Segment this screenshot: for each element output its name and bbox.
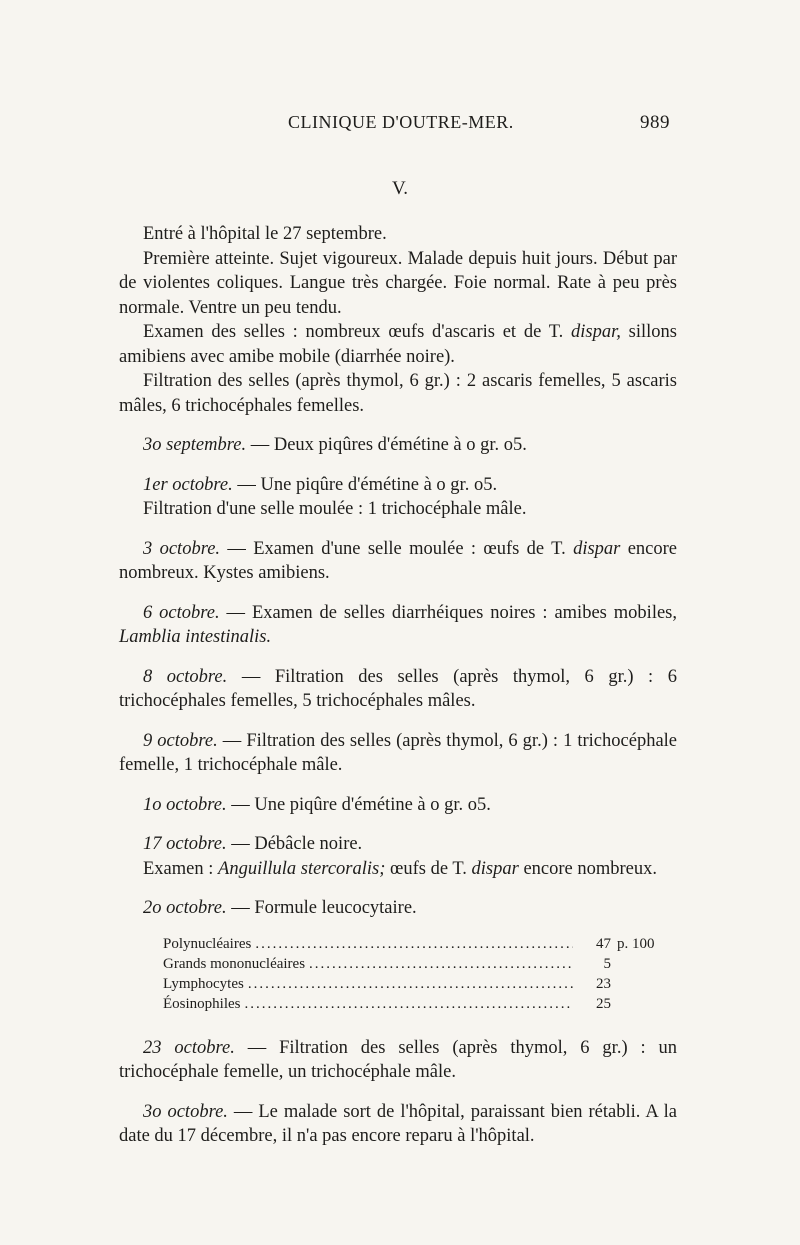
entry-oct-6: 6 octobre. — Examen de selles diarrhéiques noires : amibes mobiles, Lamblia intestinalis. [119,602,677,647]
leader-dots [255,934,573,954]
formula-value: 47 [596,935,611,952]
formula-label: Lymphocytes [163,975,244,992]
entry-oct-17: 17 octobre. — Débâcle noire. [143,834,363,854]
leader-dots [248,974,573,994]
entry-oct-8: 8 octobre. — Filtration des selles (après thymol, 6 gr.) : 6 trichocéphales femelles, 5 trichocéphales mâles. [119,666,677,711]
leader-dots [309,954,573,974]
entry-oct-23: 23 octobre. — Filtration des selles (après thymol, 6 gr.) : un trichocéphale femelle, un trichocéphale mâle. [119,1037,677,1082]
section-number: V. [391,178,409,199]
formula-row [163,974,677,994]
entry-filtration: Filtration des selles (après thymol, 6 gr.) : 2 ascaris femelles, 5 ascaris mâles, 6 trichocéphales femelles. [119,371,677,416]
formula-value: 5 [603,955,611,972]
page-header [120,112,670,140]
case-report [119,222,677,1149]
entry-oct-10: 1o octobre. — Une piqûre d'émétine à o gr. o5. [143,794,491,815]
running-title: CLINIQUE D'OUTRE-MER. [288,112,514,132]
formula-label: Grands mononucléaires [163,955,306,972]
entry-oct-9: 9 octobre. — Filtration des selles (après thymol, 6 gr.) : 1 trichocéphale femelle, 1 trichocéphale mâle. [119,730,678,775]
formula-label: Éosinophiles [163,995,241,1012]
formula-value: 25 [596,995,611,1012]
leader-dots [245,994,574,1014]
entry-symptoms: Première atteinte. Sujet vigoureux. Malade depuis huit jours. Début par de violentes coliques. Langue très chargée. Foie normal. Rate à peu près normale. Ventre un peu tendu. [119,248,677,318]
formula-unit: p. 100 [617,935,655,952]
entry-oct-1: 1er octobre. — Une piqûre d'émétine à o gr. o5. [143,474,498,495]
entry-sept-30: 3o septembre. — Deux piqûres d'émétine à o gr. o5. [143,435,527,455]
entry-admission: Entré à l'hôpital le 27 septembre. [143,224,387,244]
formula-label: Polynucléaires [163,935,252,952]
formula-value: 23 [596,975,611,992]
entry-oct-1-filtration: Filtration d'une selle moulée : 1 trichocéphale mâle. [143,499,527,519]
entry-oct-17-exam: Examen : Anguillula stercoralis; œufs de T. dispar encore nombreux. [143,858,658,879]
entry-oct-30: 3o octobre. — Le malade sort de l'hôpital, paraissant bien rétabli. A la date du 17 décembre, il n'a pas encore reparu à l'hôpital. [119,1101,677,1146]
leucocyte-formula [163,934,677,1014]
entry-stool-exam: Examen des selles : nombreux œufs d'ascaris et de T. dispar, sillons amibiens avec amibe mobile (diarrhée noire). [119,322,677,367]
formula-row [163,954,677,974]
entry-oct-3: 3 octobre. — Examen d'une selle moulée : œufs de T. dispar encore nombreux. Kystes amibiens. [119,538,677,583]
formula-row [163,994,677,1014]
page-number: 989 [640,112,670,133]
formula-row [163,934,677,954]
entry-oct-20: 2o octobre. — Formule leucocytaire. [143,898,417,918]
